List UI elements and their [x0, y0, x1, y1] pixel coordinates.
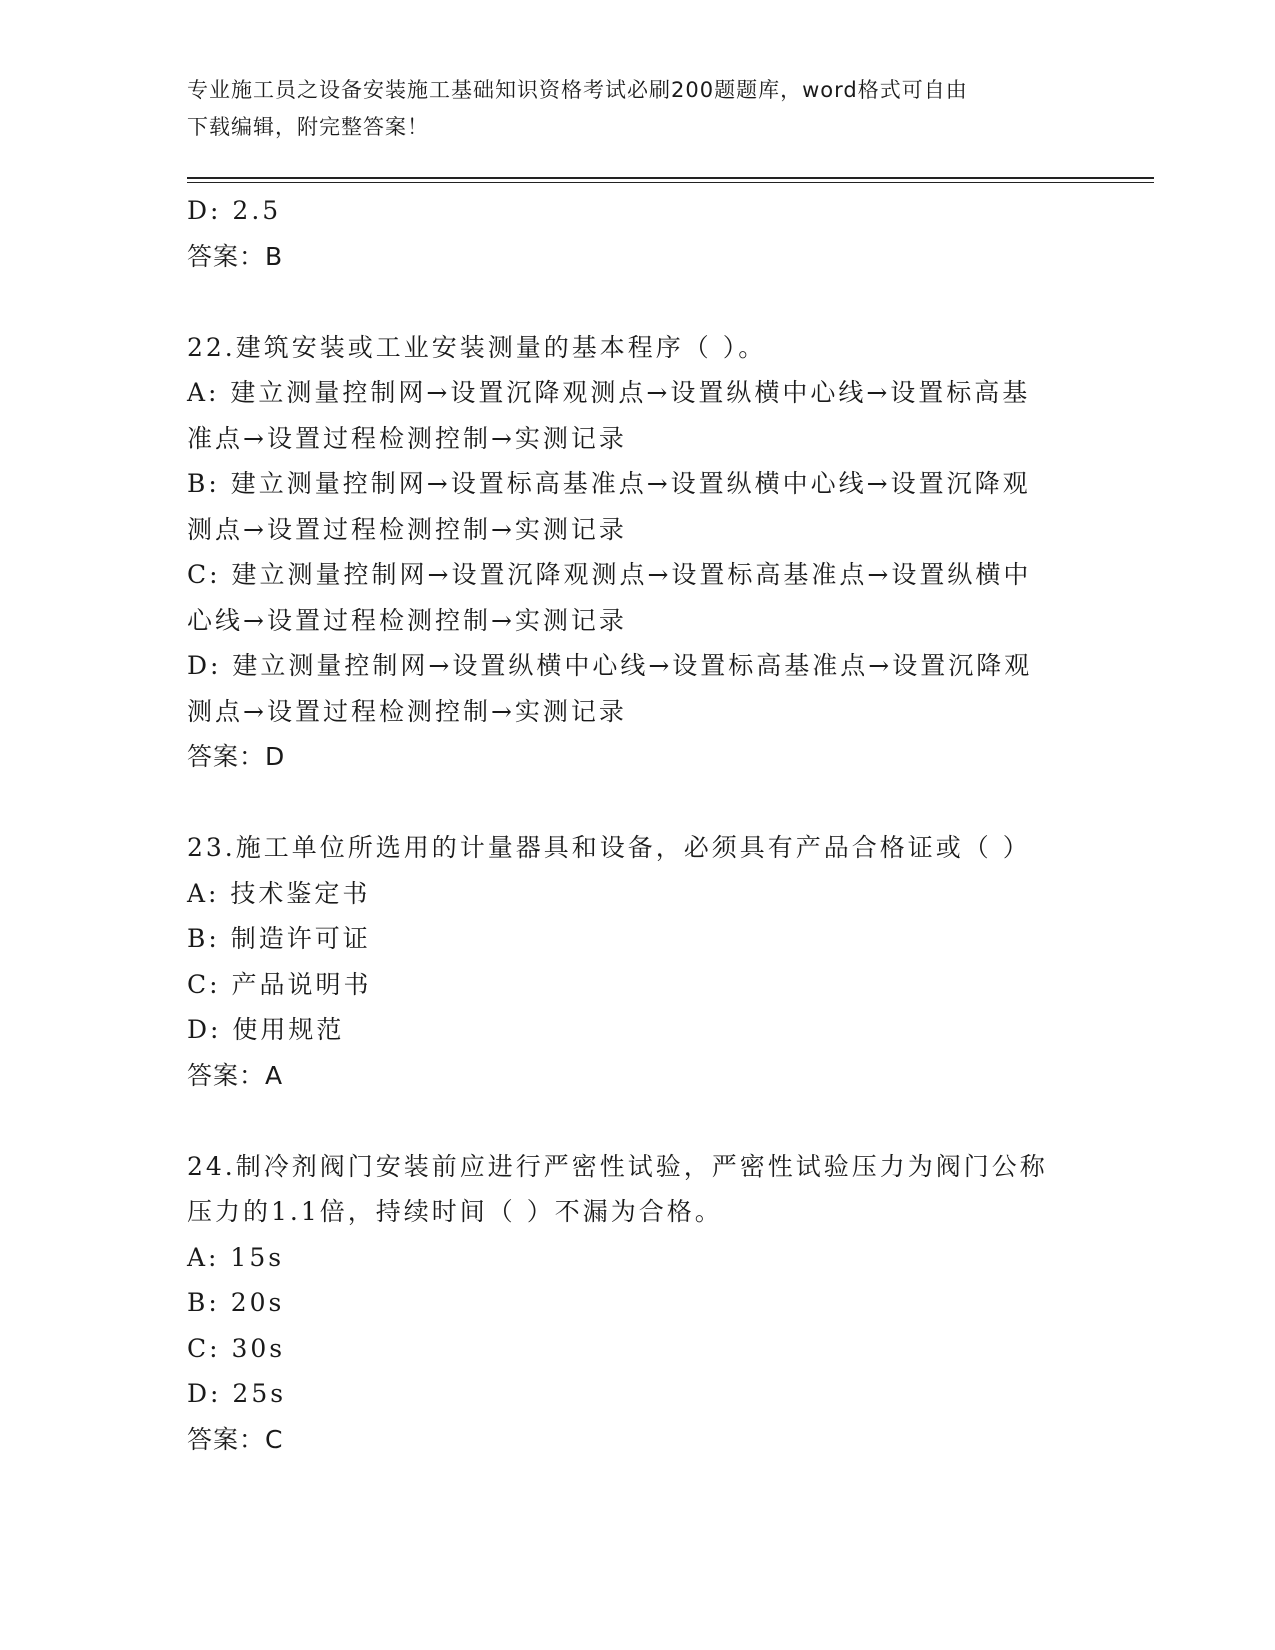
header-rule-thin	[187, 182, 1154, 183]
option-c: C: 建立测量控制网→设置沉降观测点→设置标高基准点→设置纵横中	[187, 560, 1032, 589]
option-a-cont: 准点→设置过程检测控制→实测记录	[187, 423, 627, 453]
document-header	[187, 72, 1087, 146]
answer-line: 答案：A	[187, 1060, 284, 1090]
option-c-cont: 心线→设置过程检测控制→实测记录	[187, 605, 627, 635]
question-text: 24.制冷剂阀门安装前应进行严密性试验，严密性试验压力为阀门公称	[187, 1151, 1048, 1181]
option-d: D: 2.5	[187, 196, 282, 225]
answer-line: 答案：D	[187, 742, 286, 771]
question-text: 22.建筑安装或工业安装测量的基本程序（ ）。	[187, 332, 767, 362]
spacer	[187, 780, 1087, 826]
option-c: C: 30s	[187, 1333, 286, 1363]
option-d-cont: 测点→设置过程检测控制→实测记录	[187, 696, 627, 726]
question-text: 23.施工单位所选用的计量器具和设备，必须具有产品合格证或（ ）	[187, 833, 1031, 862]
option-a: A: 15s	[187, 1242, 285, 1272]
header-line-2: 下载编辑，附完整答案！	[187, 115, 429, 139]
spacer	[187, 1098, 1087, 1144]
answer-line: 答案：B	[187, 241, 284, 271]
option-b: B: 制造许可证	[187, 924, 371, 953]
option-b-cont: 测点→设置过程检测控制→实测记录	[187, 514, 627, 544]
option-c: C: 产品说明书	[187, 969, 372, 999]
header-rule-thick	[187, 177, 1154, 179]
question-23	[187, 825, 1087, 1098]
option-d: D: 建立测量控制网→设置纵横中心线→设置标高基准点→设置沉降观	[187, 651, 1033, 680]
question-22	[187, 325, 1087, 780]
question-21-tail	[187, 188, 1087, 279]
answer-line: 答案：C	[187, 1424, 284, 1454]
question-text-cont: 压力的1.1倍，持续时间（ ）不漏为合格。	[187, 1197, 723, 1226]
option-d: D: 25s	[187, 1379, 287, 1408]
option-b: B: 20s	[187, 1288, 285, 1317]
document-body	[187, 188, 1087, 1462]
question-24	[187, 1144, 1087, 1463]
option-d: D: 使用规范	[187, 1015, 345, 1044]
header-line-1: 专业施工员之设备安装施工基础知识资格考试必刷200题题库，word格式可自由	[187, 78, 968, 102]
option-a: A: 建立测量控制网→设置沉降观测点→设置纵横中心线→设置标高基	[187, 378, 1031, 407]
option-a: A: 技术鉴定书	[187, 878, 371, 908]
option-b: B: 建立测量控制网→设置标高基准点→设置纵横中心线→设置沉降观	[187, 469, 1031, 498]
spacer	[187, 279, 1087, 325]
